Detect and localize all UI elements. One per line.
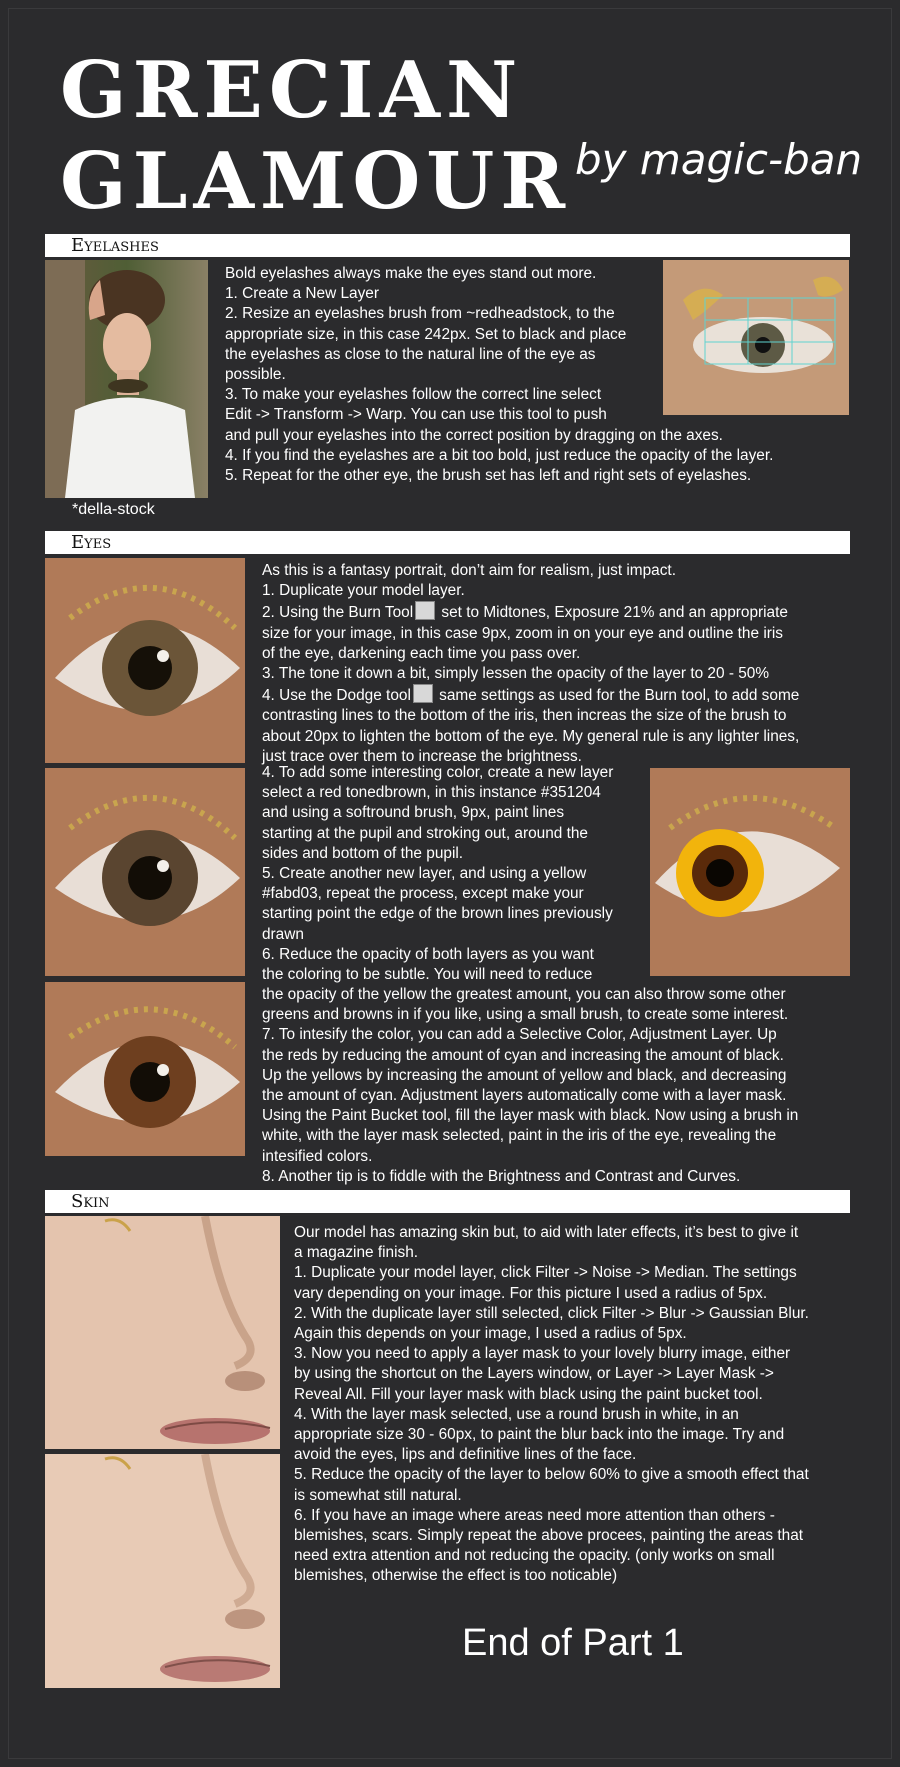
eyes-line: 4. To add some interesting color, create a new layer xyxy=(262,764,614,781)
eyes-line: drawn xyxy=(262,925,304,943)
eyes-line: the reds by reducing the amount of cyan and increasing the amount of black. xyxy=(262,1046,784,1064)
eyes-line: the opacity of the yellow the greatest amount, you can also throw some other xyxy=(262,986,786,1003)
eye-photo-2 xyxy=(45,768,245,976)
eyes-line: As this is a fantasy portrait, don’t aim for realism, just impact. xyxy=(262,562,676,579)
skin-line: need extra attention and not reducing the opacity. (only works on small xyxy=(294,1547,775,1565)
skin-line: Again this depends on your image, I used a radius of 5px. xyxy=(294,1325,687,1343)
eyelashes-line: the eyelashes as close to the natural line of the eye as xyxy=(225,345,596,363)
skin-photo-after xyxy=(45,1454,280,1688)
eyelashes-line: 1. Create a New Layer xyxy=(225,285,379,303)
skin-line: avoid the eyes, lips and definitive lines of the face. xyxy=(294,1446,637,1464)
eyes-line: the coloring to be subtle. You will need to reduce xyxy=(262,966,593,984)
eyelashes-line: Bold eyelashes always make the eyes stand out more. xyxy=(225,265,597,282)
eyes-line xyxy=(262,601,799,623)
skin-photo-before xyxy=(45,1216,280,1449)
eyes-line: just trace over them to increase the brightness. xyxy=(262,747,582,765)
model-photo-image xyxy=(45,260,208,498)
eyelashes-line: 2. Resize an eyelashes brush from ~redheadstock, to the xyxy=(225,305,615,323)
eyelashes-text xyxy=(225,264,773,486)
skin-line: Reveal All. Fill your layer mask with black using the paint bucket tool. xyxy=(294,1385,763,1403)
eyes-line: starting point the edge of the brown lines previously xyxy=(262,905,613,923)
eyes-line: select a red tonedbrown, in this instance #351204 xyxy=(262,784,601,802)
skin-line: appropriate size 30 - 60px, to paint the blur back into the image. Try and xyxy=(294,1426,785,1444)
skin-line: 2. With the duplicate layer still selected, click Filter -> Blur -> Gaussian Blur. xyxy=(294,1304,809,1322)
eyelashes-line: appropriate size, in this case 242px. Set to black and place xyxy=(225,325,627,343)
eyes-line: 6. Reduce the opacity of both layers as you want xyxy=(262,945,594,963)
skin-line: vary depending on your image. For this picture I used a radius of 5px. xyxy=(294,1284,768,1302)
skin-line: is somewhat still natural. xyxy=(294,1486,462,1504)
eyes-line: greens and browns in if you like, using a small brush, to create some interest. xyxy=(262,1006,789,1024)
eyelashes-line: 5. Repeat for the other eye, the brush set has left and right sets of eyelashes. xyxy=(225,467,752,485)
byline: by magic-ban xyxy=(575,135,863,184)
eyes-line-part: 4. Use the Dodge tool xyxy=(262,687,411,705)
section-header-skin: Skin xyxy=(45,1190,850,1213)
eyes-line: Using the Paint Bucket tool, fill the layer mask with black. Now using a brush in xyxy=(262,1107,799,1125)
skin-before-image xyxy=(45,1216,280,1449)
eyes-line: of the eye, darkening each time you pass over. xyxy=(262,644,581,662)
eyes-line: starting at the pupil and stroking out, around the xyxy=(262,824,588,842)
eyes-text-bottom xyxy=(262,985,798,1187)
skin-line: 1. Duplicate your model layer, click Filter -> Noise -> Median. The settings xyxy=(294,1264,797,1282)
eyelashes-line: and pull your eyelashes into the correct position by dragging on the axes. xyxy=(225,426,723,444)
eyes-line: 8. Another tip is to fiddle with the Brightness and Contrast and Curves. xyxy=(262,1167,741,1185)
skin-line: blemishes, scars. Simply repeat the above procees, painting the areas that xyxy=(294,1527,804,1545)
eyes-line: #fabd03, repeat the process, except make your xyxy=(262,885,584,903)
model-photo xyxy=(45,260,208,498)
eyelashes-line: Edit -> Transform -> Warp. You can use this tool to push xyxy=(225,406,607,424)
eye-color-photo xyxy=(650,768,850,976)
eyelashes-line: 3. To make your eyelashes follow the correct line select xyxy=(225,386,602,404)
eyes-line-part: same settings as used for the Burn tool, to add some xyxy=(434,687,800,705)
eye-color-image xyxy=(650,768,850,976)
skin-line: blemishes, otherwise the effect is too noticable) xyxy=(294,1567,618,1585)
eyes-text-top xyxy=(262,561,799,767)
skin-line: 6. If you have an image where areas need more attention than others - xyxy=(294,1506,775,1524)
eyelashes-line: possible. xyxy=(225,366,286,384)
skin-line: 3. Now you need to apply a layer mask to your lovely blurry image, either xyxy=(294,1345,791,1363)
eyes-text-mid xyxy=(262,763,613,985)
eye-photo-2-image xyxy=(45,768,245,976)
eyes-line: size for your image, in this case 9px, zoom in on your eye and outline the iris xyxy=(262,624,783,642)
skin-after-image xyxy=(45,1454,280,1688)
eyelashes-line: 4. If you find the eyelashes are a bit too bold, just reduce the opacity of the layer. xyxy=(225,446,774,464)
section-header-eyelashes: Eyelashes xyxy=(45,234,850,257)
skin-text xyxy=(294,1223,809,1587)
section-header-eyes: Eyes xyxy=(45,531,850,554)
eye-photo-1 xyxy=(45,558,245,763)
dodge-tool-icon xyxy=(413,684,433,703)
eyes-line xyxy=(262,684,799,706)
skin-line: by using the shortcut on the Layers window, or Layer -> Layer Mask -> xyxy=(294,1365,774,1383)
eye-photo-3-image xyxy=(45,982,245,1156)
eyes-line: contrasting lines to the bottom of the iris, then increas the size of the brush to xyxy=(262,707,787,725)
eyes-line: 5. Create another new layer, and using a yellow xyxy=(262,865,587,883)
skin-line: Our model has amazing skin but, to aid with later effects, it’s best to give it xyxy=(294,1224,799,1241)
eyes-line: the amount of cyan. Adjustment layers automatically come with a layer mask. xyxy=(262,1087,787,1105)
eyes-line: about 20px to lighten the bottom of the eye. My general rule is any lighter lines, xyxy=(262,727,800,745)
skin-line: 5. Reduce the opacity of the layer to below 60% to give a smooth effect that xyxy=(294,1466,809,1484)
end-of-part-text: End of Part 1 xyxy=(462,1622,684,1664)
eyes-line: intesified colors. xyxy=(262,1147,373,1165)
eyes-line: sides and bottom of the pupil. xyxy=(262,844,464,862)
eyes-line: 7. To intesify the color, you can add a Selective Color, Adjustment Layer. Up xyxy=(262,1026,777,1044)
photo-credit: *della-stock xyxy=(72,501,155,518)
eye-photo-1-image xyxy=(45,558,245,763)
eyes-line: Up the yellows by increasing the amount of yellow and black, and decreasing xyxy=(262,1066,787,1084)
page-title: GRECIAN GLAMOUR xyxy=(60,45,572,227)
eyes-line-part: set to Midtones, Exposure 21% and an appropriate xyxy=(437,604,788,622)
eyes-line: and using a softround brush, 9px, paint lines xyxy=(262,804,565,822)
skin-line: a magazine finish. xyxy=(294,1244,419,1262)
eyes-line: 3. The tone it down a bit, simply lessen the opacity of the layer to 20 - 50% xyxy=(262,665,770,683)
burn-tool-icon xyxy=(415,601,435,620)
eyes-line-part: 2. Using the Burn Tool xyxy=(262,604,414,622)
skin-line: 4. With the layer mask selected, use a round brush in white, in an xyxy=(294,1405,739,1423)
eye-photo-3 xyxy=(45,982,245,1156)
eyes-line: white, with the layer mask selected, paint in the iris of the eye, revealing the xyxy=(262,1127,777,1145)
eyes-line: 1. Duplicate your model layer. xyxy=(262,582,465,600)
